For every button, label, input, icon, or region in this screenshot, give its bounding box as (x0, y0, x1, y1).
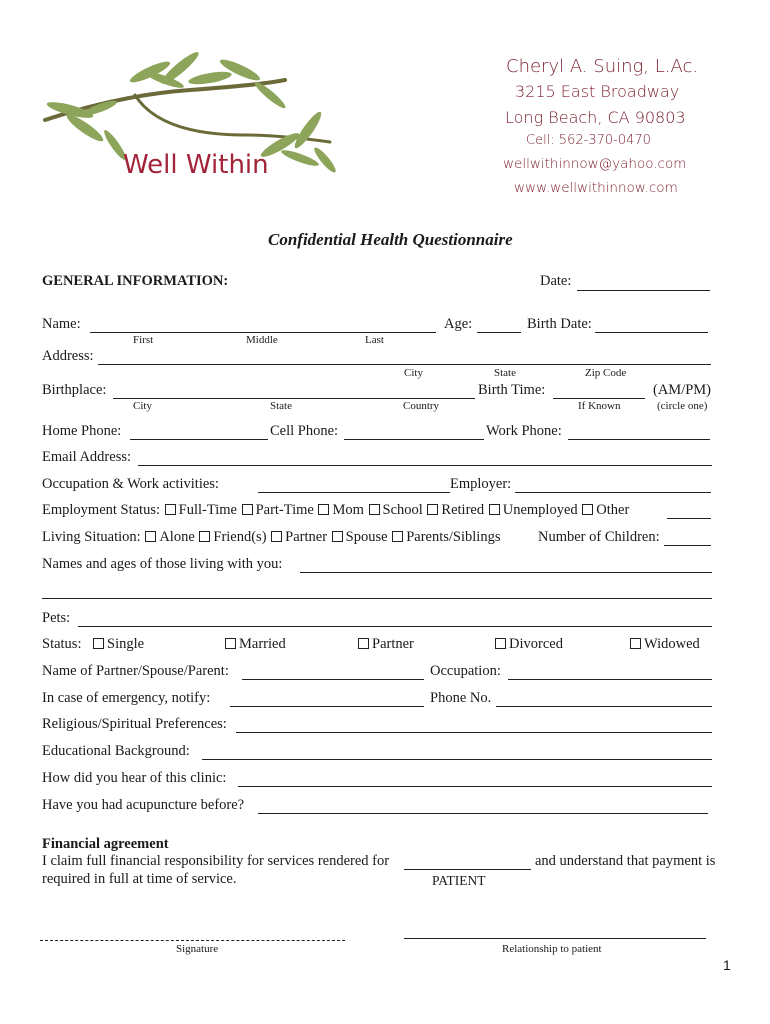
employment-other-field[interactable] (667, 518, 711, 519)
employment-option[interactable]: Part-Time (241, 502, 314, 518)
status-option-married[interactable]: Married (224, 636, 286, 653)
home-phone-field[interactable] (130, 439, 268, 440)
birth-time-label: Birth Time: (478, 382, 546, 398)
birthplace-field[interactable] (113, 398, 475, 399)
checkbox[interactable] (427, 504, 438, 515)
clinic-address-street: 3215 East Broadway (515, 82, 680, 101)
financial-text-1: I claim full financial responsibility for services rendered for (42, 853, 390, 869)
status-option-widowed[interactable]: Widowed (629, 636, 700, 653)
emergency-field[interactable] (230, 706, 424, 707)
birthplace-city-caption: City (133, 400, 152, 412)
name-first-caption: First (133, 334, 154, 346)
checkbox[interactable] (199, 531, 210, 542)
pets-label: Pets: (42, 610, 71, 626)
names-ages-field[interactable] (300, 572, 712, 573)
age-label: Age: (444, 316, 473, 332)
occupation-label: Occupation & Work activities: (42, 476, 219, 492)
home-phone-label: Home Phone: (42, 423, 122, 439)
age-field[interactable] (477, 332, 521, 333)
checkbox[interactable] (332, 531, 343, 542)
children-field[interactable] (664, 545, 711, 546)
checkbox[interactable] (165, 504, 176, 515)
employment-option[interactable]: Full-Time (164, 502, 237, 518)
education-field[interactable] (202, 759, 712, 760)
brand-name: Well Within (123, 150, 269, 180)
living-option[interactable]: Partner (270, 529, 327, 545)
birthplace-state-caption: State (270, 400, 292, 412)
heard-field[interactable] (238, 786, 712, 787)
practitioner-name: Cheryl A. Suing, L.Ac. (506, 56, 699, 77)
birthplace-label: Birthplace: (42, 382, 107, 398)
ampm-label: (AM/PM) (653, 382, 712, 398)
living-option[interactable]: Parents/Siblings (391, 529, 500, 545)
living-label: Living Situation: (42, 529, 141, 545)
section-general: GENERAL INFORMATION: (42, 273, 229, 289)
employment-option[interactable]: Unemployed (488, 502, 578, 518)
birth-time-field[interactable] (553, 398, 645, 399)
clinic-email: wellwithinnow@yahoo.com (503, 156, 687, 172)
checkbox[interactable] (369, 504, 380, 515)
education-label: Educational Background: (42, 743, 190, 759)
children-label: Number of Children: (538, 529, 660, 545)
checkbox[interactable] (630, 638, 641, 649)
signature-caption: Signature (176, 943, 219, 955)
employer-label: Employer: (450, 476, 512, 492)
employment-option[interactable]: Other (581, 502, 629, 518)
checkbox[interactable] (489, 504, 500, 515)
signature-field[interactable] (40, 940, 345, 941)
page-number: 1 (723, 957, 731, 973)
financial-text-3: required in full at time of service. (42, 871, 237, 887)
phone-no-field[interactable] (496, 706, 712, 707)
heard-label: How did you hear of this clinic: (42, 770, 227, 786)
checkbox[interactable] (318, 504, 329, 515)
names-ages-label: Names and ages of those living with you: (42, 556, 283, 572)
religious-label: Religious/Spiritual Preferences: (42, 716, 227, 732)
if-known-caption: If Known (578, 400, 621, 412)
financial-title: Financial agreement (42, 836, 169, 852)
email-label: Email Address: (42, 449, 132, 465)
address-state-caption: State (494, 367, 516, 379)
address-field[interactable] (98, 364, 711, 365)
checkbox[interactable] (495, 638, 506, 649)
employment-option[interactable]: School (368, 502, 423, 518)
birth-date-field[interactable] (595, 332, 708, 333)
partner-label: Name of Partner/Spouse/Parent: (42, 663, 229, 679)
occupation-field[interactable] (258, 492, 450, 493)
birthplace-country-caption: Country (403, 400, 440, 412)
checkbox[interactable] (582, 504, 593, 515)
work-phone-field[interactable] (568, 439, 710, 440)
clinic-cell: Cell: 562-370-0470 (526, 133, 651, 148)
living-option[interactable]: Friend(s) (198, 529, 266, 545)
acupuncture-label: Have you had acupuncture before? (42, 797, 245, 813)
status-label: Status: (42, 636, 82, 652)
checkbox[interactable] (145, 531, 156, 542)
financial-text-2: and understand that payment is (535, 853, 716, 869)
circle-one-caption: (circle one) (657, 400, 708, 412)
employment-option[interactable]: Retired (426, 502, 484, 518)
employment-row (42, 502, 629, 519)
address-label: Address: (42, 348, 94, 364)
checkbox[interactable] (225, 638, 236, 649)
status-option-partner[interactable]: Partner (357, 636, 414, 653)
address-zip-caption: Zip Code (585, 367, 627, 379)
form-title: Confidential Health Questionnaire (268, 230, 513, 249)
employer-field[interactable] (515, 492, 711, 493)
checkbox[interactable] (358, 638, 369, 649)
work-phone-label: Work Phone: (486, 423, 562, 439)
names-ages-field-2[interactable] (42, 598, 712, 599)
birth-date-label: Birth Date: (527, 316, 592, 332)
status-option-single[interactable]: Single (92, 636, 144, 653)
employment-label: Employment Status: (42, 502, 161, 518)
emergency-label: In case of emergency, notify: (42, 690, 211, 706)
email-field[interactable] (138, 465, 712, 466)
cell-phone-field[interactable] (344, 439, 484, 440)
religious-field[interactable] (236, 732, 712, 733)
name-middle-caption: Middle (246, 334, 278, 346)
name-last-caption: Last (365, 334, 384, 346)
patient-field[interactable] (404, 869, 531, 870)
checkbox[interactable] (242, 504, 253, 515)
occupation2-label: Occupation: (430, 663, 501, 679)
living-row (42, 529, 500, 546)
relationship-caption: Relationship to patient (502, 943, 602, 955)
cell-phone-label: Cell Phone: (270, 423, 339, 439)
date-field[interactable] (577, 290, 710, 291)
name-label: Name: (42, 316, 81, 332)
checkbox[interactable] (392, 531, 403, 542)
phone-no-label: Phone No. (430, 690, 492, 706)
clinic-website: www.wellwithinnow.com (514, 180, 678, 196)
relationship-field[interactable] (404, 938, 706, 939)
partner-field[interactable] (242, 679, 424, 680)
patient-caption: PATIENT (432, 873, 486, 888)
clinic-address-city: Long Beach, CA 90803 (505, 108, 686, 127)
name-field[interactable] (90, 332, 436, 333)
status-option-divorced[interactable]: Divorced (494, 636, 563, 653)
occupation2-field[interactable] (508, 679, 712, 680)
acupuncture-field[interactable] (258, 813, 708, 814)
pets-field[interactable] (78, 626, 712, 627)
living-option[interactable]: Alone (144, 529, 194, 545)
date-label: Date: (540, 273, 572, 289)
checkbox[interactable] (93, 638, 104, 649)
checkbox[interactable] (271, 531, 282, 542)
address-city-caption: City (404, 367, 423, 379)
employment-option[interactable]: Mom (317, 502, 363, 518)
living-option[interactable]: Spouse (331, 529, 388, 545)
